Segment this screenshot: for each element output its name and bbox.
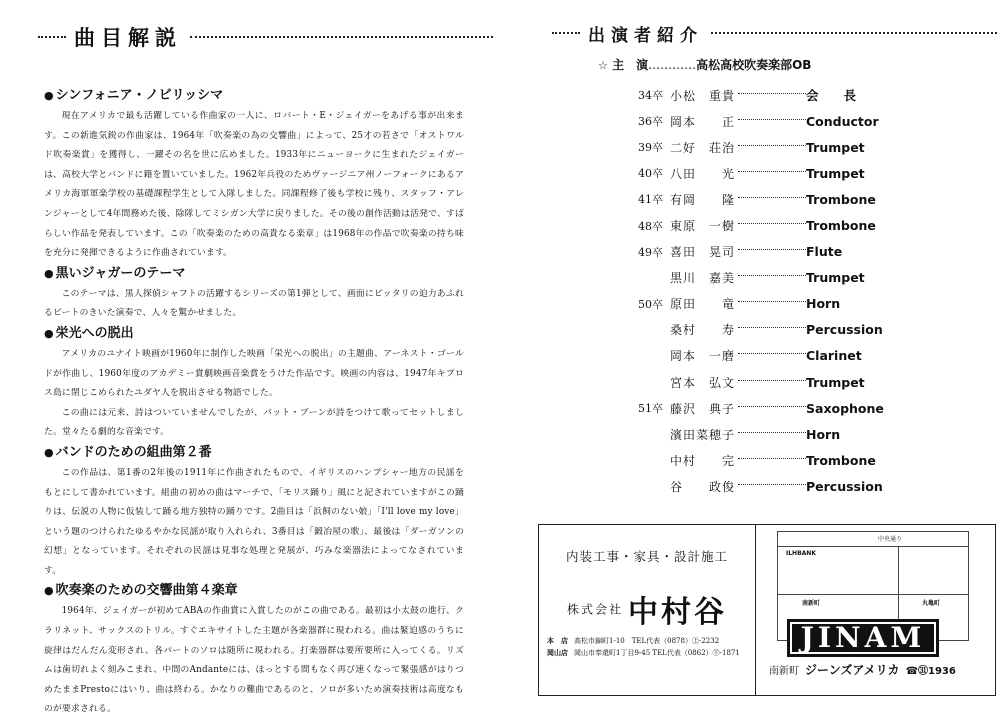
member-row [638,447,998,473]
member-dots [738,380,806,381]
bullet-icon: ● [44,266,54,280]
member-row [638,421,998,447]
shop-tel: ☎㉛1936 [905,666,956,677]
member-role: Horn [806,426,841,442]
member-dots [738,249,806,250]
member-role: Conductor [806,113,879,129]
member-year: 49卒 [638,245,663,259]
member-row [638,134,998,160]
member-dots [738,327,806,328]
member-name: 中村 完 [670,453,736,468]
map-label-chuo: 中央通り [878,536,903,543]
shop-name: ジーンズアメリカ [805,663,900,677]
company-prefix: 株式会社 [566,602,623,617]
address-okayama: 岡山店 岡山市奉還町1丁目9-45 TEL代表（0862）㊦-1871 [547,648,740,657]
piece-description: アメリカのユナイト映画が1960年に制作した映画「栄光への脱出」の主題曲、アーネスト・ゴールドが作曲し、1960年度のアカデミー賞劇映画音楽賞をうけた作品です。映画の内容は、1947年キプロス島に閉じこめられたユダヤ人を脱出させる物語でした。 [44,348,464,399]
member-dots [738,171,806,172]
ad-services: 内装工事・家具・設計施工 [565,549,728,564]
piece-title: ● 吹奏楽のための交響曲第４楽章 [44,583,238,599]
performers-header [552,18,997,48]
member-name: 八田 光 [670,166,736,181]
piece-3 [44,324,464,443]
member-role: Trumpet [806,165,865,181]
piece-title: ● シンフォニア・ノビリッシマ [44,88,224,103]
member-name: 宮本 弘文 [670,375,736,390]
member-role: Trumpet [806,374,865,390]
member-name: 黒川 嘉美 [670,271,736,286]
member-row [638,265,998,291]
member-dots [738,301,806,302]
member-name: 岡本 正 [670,114,736,129]
piece-2 [44,264,464,324]
ad-address [547,635,751,659]
member-name: 谷 政俊 [670,479,736,494]
member-row [638,343,998,369]
piece-description: この作品は、第1番の2年後の1911年に作曲されたもので、イギリスのハンプシャー地方の民謡をもとにして書かれています。組曲の初めの曲はマーチで、「モリス踊り」風にと記されていますがこの踊りは、伝説の人物に仮装して踊る地方独特の踊りです。2曲目は「浜飼のない娘」「I'll love my love」という題のつけられたゆるやかな民謡が取り入れられ、3番目は「鍛冶屋の歌」、最後は「ダーガソンの幻想」となっています。それぞれの民謡は見事な処理と発展が、巧みな楽器法によってなされています。 [44,467,464,576]
piece-title: ● 栄光への脱出 [44,325,134,341]
member-row [638,473,998,499]
shop-area: 南新町 [769,666,799,677]
member-name: 桑村 寿 [670,323,736,338]
member-dots [738,432,806,433]
address-main: 本 店 高松市錦町1-10 TEL代表（0878）㊤-2232 [547,636,720,645]
piece-1 [44,86,464,264]
member-role: Saxophone [806,400,884,416]
piece-description: この曲には元来、詩はついていませんでしたが、パット・ブーンが詩をつけて歌ってセットしました。堂々たる劇的な音楽です。 [44,407,464,438]
member-role: 会 長 [806,88,857,104]
bullet-icon: ● [44,89,54,102]
member-role: Trumpet [806,270,865,286]
pieces-list [44,86,464,720]
member-name: 藤沢 典子 [670,401,736,416]
member-role: Trombone [806,218,876,234]
lead-group: 高松高校吹奏楽部OB [696,58,812,72]
member-name: 濱田菜穂子 [670,427,736,442]
piece-title: ● 黒いジャガーのテーマ [44,265,186,281]
map-road [778,594,968,595]
program-notes-header [38,22,493,52]
member-year: 41卒 [638,193,663,207]
member-row [638,369,998,395]
member-year: 39卒 [638,141,663,155]
member-dots [738,406,806,407]
program-notes-title: 曲目解説 [74,26,182,50]
member-dots [738,223,806,224]
performers-title: 出演者紹介 [588,25,703,46]
member-name: 二好 荘治 [670,140,736,155]
member-year: 40卒 [638,167,663,181]
member-year: 34卒 [638,89,663,103]
member-row [638,212,998,238]
lead-performer [598,56,811,73]
member-row [638,317,998,343]
member-role: Trumpet [806,139,865,155]
member-row [638,160,998,186]
members-list [638,82,998,500]
member-role: Percussion [806,478,883,494]
piece-title: ● バンドのための組曲第２番 [44,444,212,460]
member-year: 48卒 [638,219,663,233]
ad-company [539,587,755,631]
header-dash-right [711,32,997,34]
member-role: Percussion [806,322,883,338]
map-label-marugame: 丸亀町 [922,600,941,607]
member-row [638,291,998,317]
member-name: 小松 重貴 [670,88,736,103]
member-year: 51卒 [638,402,663,416]
map-label-bank: ILHBANK [786,550,816,557]
member-name: 東原 一樹 [670,219,736,234]
member-row [638,395,998,421]
jinam-ad [759,525,995,695]
member-dots [738,93,806,94]
header-dash-left [552,32,580,34]
piece-description: このテーマは、黒人探偵シャフトの活躍するシリーズの第1弾として、画面にピッタリの迫力あふれるビートのきいた演奏で、人々を驚かせました。 [44,288,464,319]
shop-info [769,661,989,678]
member-role: Horn [806,296,841,312]
member-role: Trombone [806,452,876,468]
lead-label: 主 演 [612,58,649,72]
jinam-logo: JINAM [787,619,939,657]
member-role: Flute [806,244,843,260]
member-row [638,186,998,212]
advertisement-box [538,524,996,696]
member-name: 原田 竜 [670,297,736,312]
company-name: 中村谷 [628,595,728,630]
member-role: Trombone [806,191,876,207]
member-row [638,239,998,265]
member-dots [738,119,806,120]
member-name: 有岡 隆 [670,192,736,207]
member-row [638,82,998,108]
header-dash-left [38,36,66,38]
map-label-minamishinmachi: 南新町 [802,600,821,607]
member-dots [738,197,806,198]
member-dots [738,145,806,146]
member-name: 喜田 晃司 [670,245,736,260]
member-role: Clarinet [806,348,862,364]
star-icon: ☆ [598,59,608,72]
piece-description: 1964年、ジェイガーが初めてABAの作曲賞に入賞したのがこの曲である。最初は小太鼓の進行、クラリネット、サックスのトリル。すぐエキサイトした主題が各楽器群に現われる。曲は緊迫感のうちに旋律はだんだん変形され、各パートのソロは随所に現われる。打楽器群は要所要所に入ってくる。リズムは歯切れよく刻みこまれ、中間のAndanteには、ほっとする間もなく再び速くなって緊張感がはりつめたままPrestoにはいり、曲は終わる。かなりの難曲であるのと、ソロが多いため演奏技術は高度なものが要求される。 [44,606,464,715]
map-road [778,546,968,547]
bullet-icon: ● [44,445,54,459]
member-row [638,108,998,134]
piece-4 [44,443,464,582]
member-name: 岡本 一磨 [670,349,736,364]
lead-dots: ………… [648,58,697,72]
member-dots [738,275,806,276]
bullet-icon: ● [44,326,54,340]
piece-5 [44,581,464,720]
piece-description: 現在アメリカで最も活躍している作曲家の一人に、ロバート・E・ジェイガーをあげる事が出来ます。この新進気鋭の作曲家は、1964年「吹奏楽の為の交響曲」によって、25才の若さで「オストワルド吹奏楽賞」を獲得し、一躍その名を世に広めました。1933年にニューヨークに生まれたジェイガーは、高校大学とバンドに籍を置いていました。1962年兵役のためヴァージニア州ノーフォークにあるアメリカ海軍軍楽学校の基礎課程学生として入隊しました。同課程修了後も学校に残り、スタッフ・アレンジャーとして4年間務めた後、除隊してミシガン大学に戻りました。その後の創作活動は活発で、すばらしい作品を発表しています。この「吹奏楽のための高貴なる楽章」は1968年の作品で吹奏楽の持ち味を充分に発揮できるように作曲されています。 [44,111,464,259]
bullet-icon: ● [44,584,54,598]
member-year: 36卒 [638,115,663,129]
member-dots [738,484,806,485]
member-dots [738,353,806,354]
member-dots [738,458,806,459]
nakamuraya-ad [539,525,756,695]
header-dash-right [190,36,493,38]
member-year: 50卒 [638,297,663,311]
